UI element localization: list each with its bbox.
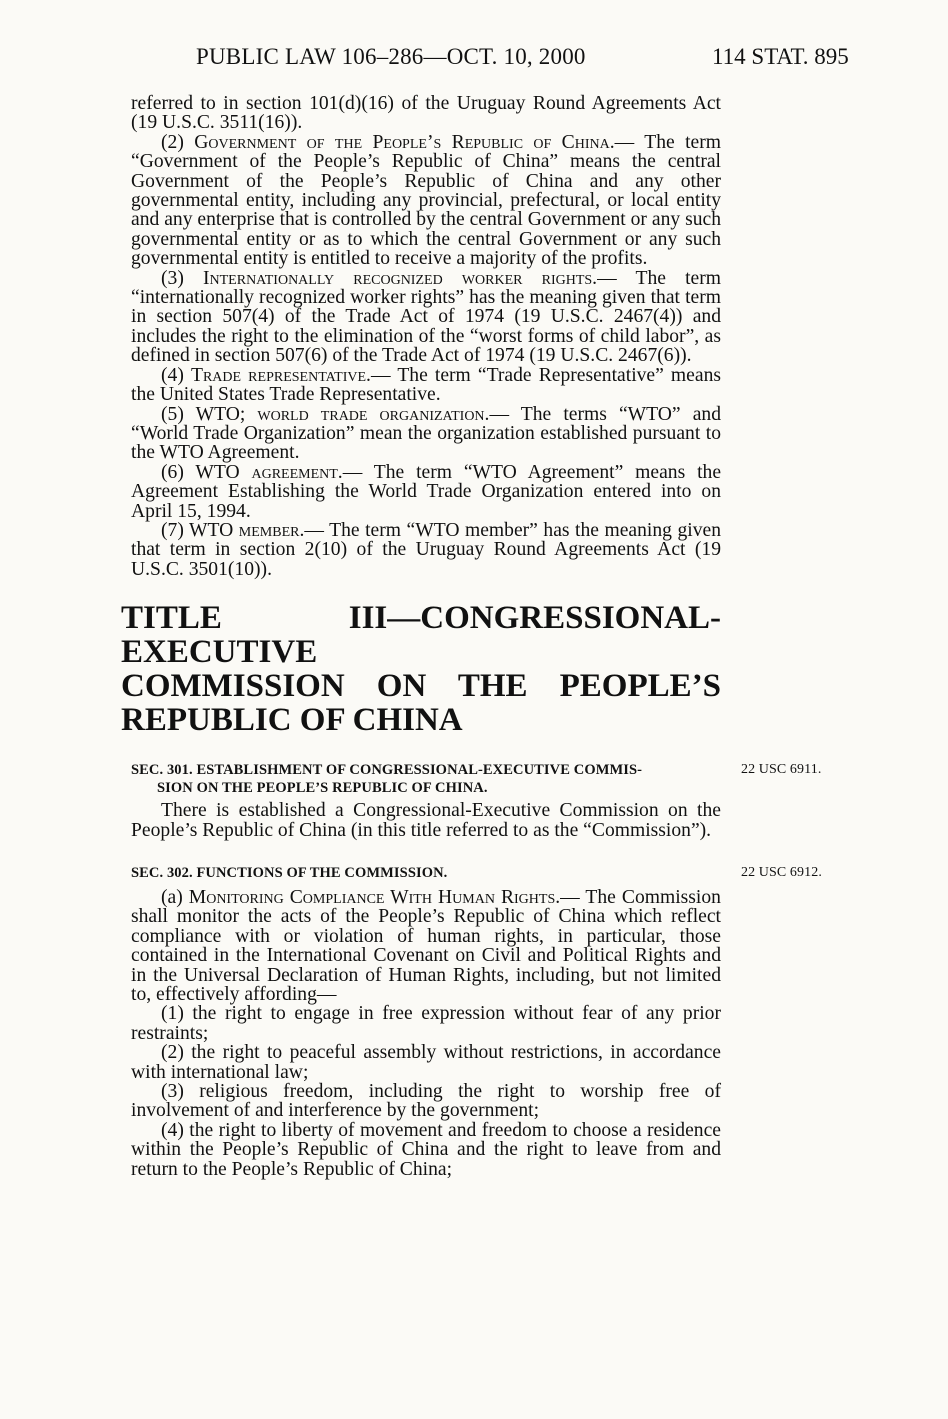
definition-wto-agreement [131, 463, 721, 521]
definition-number: (4) [161, 364, 184, 386]
definition-number: (7) WTO [161, 519, 234, 541]
section-302-heading [131, 864, 822, 882]
section-heading-line-2: SION ON THE PEOPLE’S REPUBLIC OF CHINA. [157, 780, 488, 797]
definition-trade-representative [131, 366, 721, 405]
title-heading [121, 601, 721, 737]
definition-number: (2) [161, 131, 184, 153]
section-301-heading [131, 761, 822, 797]
definition-heading: Internationally recognized worker rights.— [203, 267, 617, 289]
title-line-2: COMMISSION ON THE PEOPLE’S [121, 668, 721, 705]
list-item: (4) the right to liberty of movement and freedom to choose a residence within the People’s Republic of China and the right to leave from and return to the People’s Republic of China; [131, 1119, 721, 1180]
definition-heading: member.— [238, 519, 324, 541]
definition-government-prc [131, 133, 721, 269]
subsection-text: The Commission shall monitor the acts of the People’s Republic of China which reflect compliance with or violation of human rights, in particular, those contained in the International Covenant on Civil and Political Rights and in the Universal Declaration of Human Rights, including, but not limited to, effectively affording— [131, 886, 721, 1005]
list-item: (1) the right to engage in free expression without fear of any prior restraints; [131, 1003, 721, 1044]
paragraph-continuation: referred to in section 101(d)(16) of the Uruguay Round Agreements Act (19 U.S.C. 3511(16)). [131, 93, 721, 134]
definition-worker-rights [131, 269, 721, 366]
definition-heading: agreement.— [251, 461, 363, 483]
definition-text: The term “WTO member” has the meaning given that term in section 2(10) of the Uruguay Round Agreements Act (19 U.S.C. 3501(10)). [131, 519, 721, 580]
section-heading-line-1: SEC. 301. ESTABLISHMENT OF CONGRESSIONAL-EXECUTIVE COMMIS- [131, 762, 643, 779]
subsection-a [131, 888, 721, 1004]
running-header [0, 44, 948, 74]
header-title: PUBLIC LAW 106–286—OCT. 10, 2000 [196, 44, 586, 69]
definition-heading: Government of the People’s Republic of China.— [194, 131, 635, 153]
header-page-number: 114 STAT. 895 [712, 44, 849, 69]
definition-heading: Trade representative.— [190, 364, 391, 386]
subsection-heading: Monitoring Compliance With Human Rights.— [188, 886, 580, 908]
definition-heading: world trade organization.— [257, 403, 510, 425]
list-item: (3) religious freedom, including the right to worship free of involvement of and interference by the government; [131, 1081, 721, 1122]
usc-margin-note: 22 USC 6911. [741, 762, 822, 778]
definition-text: The terms “WTO” and “World Trade Organization” mean the organization established pursuant to the WTO Agreement. [131, 403, 722, 464]
definition-text: The term “Trade Representative” means the United States Trade Representative. [131, 364, 721, 406]
usc-margin-note: 22 USC 6912. [741, 864, 822, 880]
title-line-3: REPUBLIC OF CHINA [121, 702, 463, 739]
list-item: (2) the right to peaceful assembly without restrictions, in accordance with international law; [131, 1042, 721, 1083]
definition-text: The term “WTO Agreement” means the Agreement Establishing the World Trade Organization entered into on April 15, 1994. [131, 461, 722, 522]
definition-text: The term “internationally recognized worker rights” has the meaning given that term in section 507(4) of the Trade Act of 1974 (19 U.S.C. 2467(4)) and includes the right to the elimination of the “worst forms of child labor”, as defined in section 507(6) of the Trade Act of 1974 (19 U.S.C. 2467(6)). [131, 267, 721, 367]
definition-text: The term “Government of the People’s Republic of China” means the central Government of the People’s Republic of China and any other governmental entity, including any provincial, prefectural, or local entity and any enterprise that is controlled by the central Government or any such governmental entity or as to which the central Government or any such governmental entity is entitled to receive a majority of the profits. [131, 131, 721, 270]
definition-wto [131, 405, 721, 463]
subsection-number: (a) [161, 886, 183, 908]
section-301-text: There is established a Congressional-Executive Commission on the People’s Republic of China (in this title referred to as the “Commission”). [131, 800, 721, 841]
section-heading-line: SEC. 302. FUNCTIONS OF THE COMMISSION. [131, 864, 448, 881]
definition-number: (6) WTO [161, 461, 240, 483]
definition-wto-member [131, 521, 721, 579]
definition-number: (5) WTO; [161, 403, 246, 425]
title-line-1: TITLE III—CONGRESSIONAL-EXECUTIVE [121, 600, 721, 671]
page-body [121, 93, 822, 1180]
definition-number: (3) [161, 267, 184, 289]
